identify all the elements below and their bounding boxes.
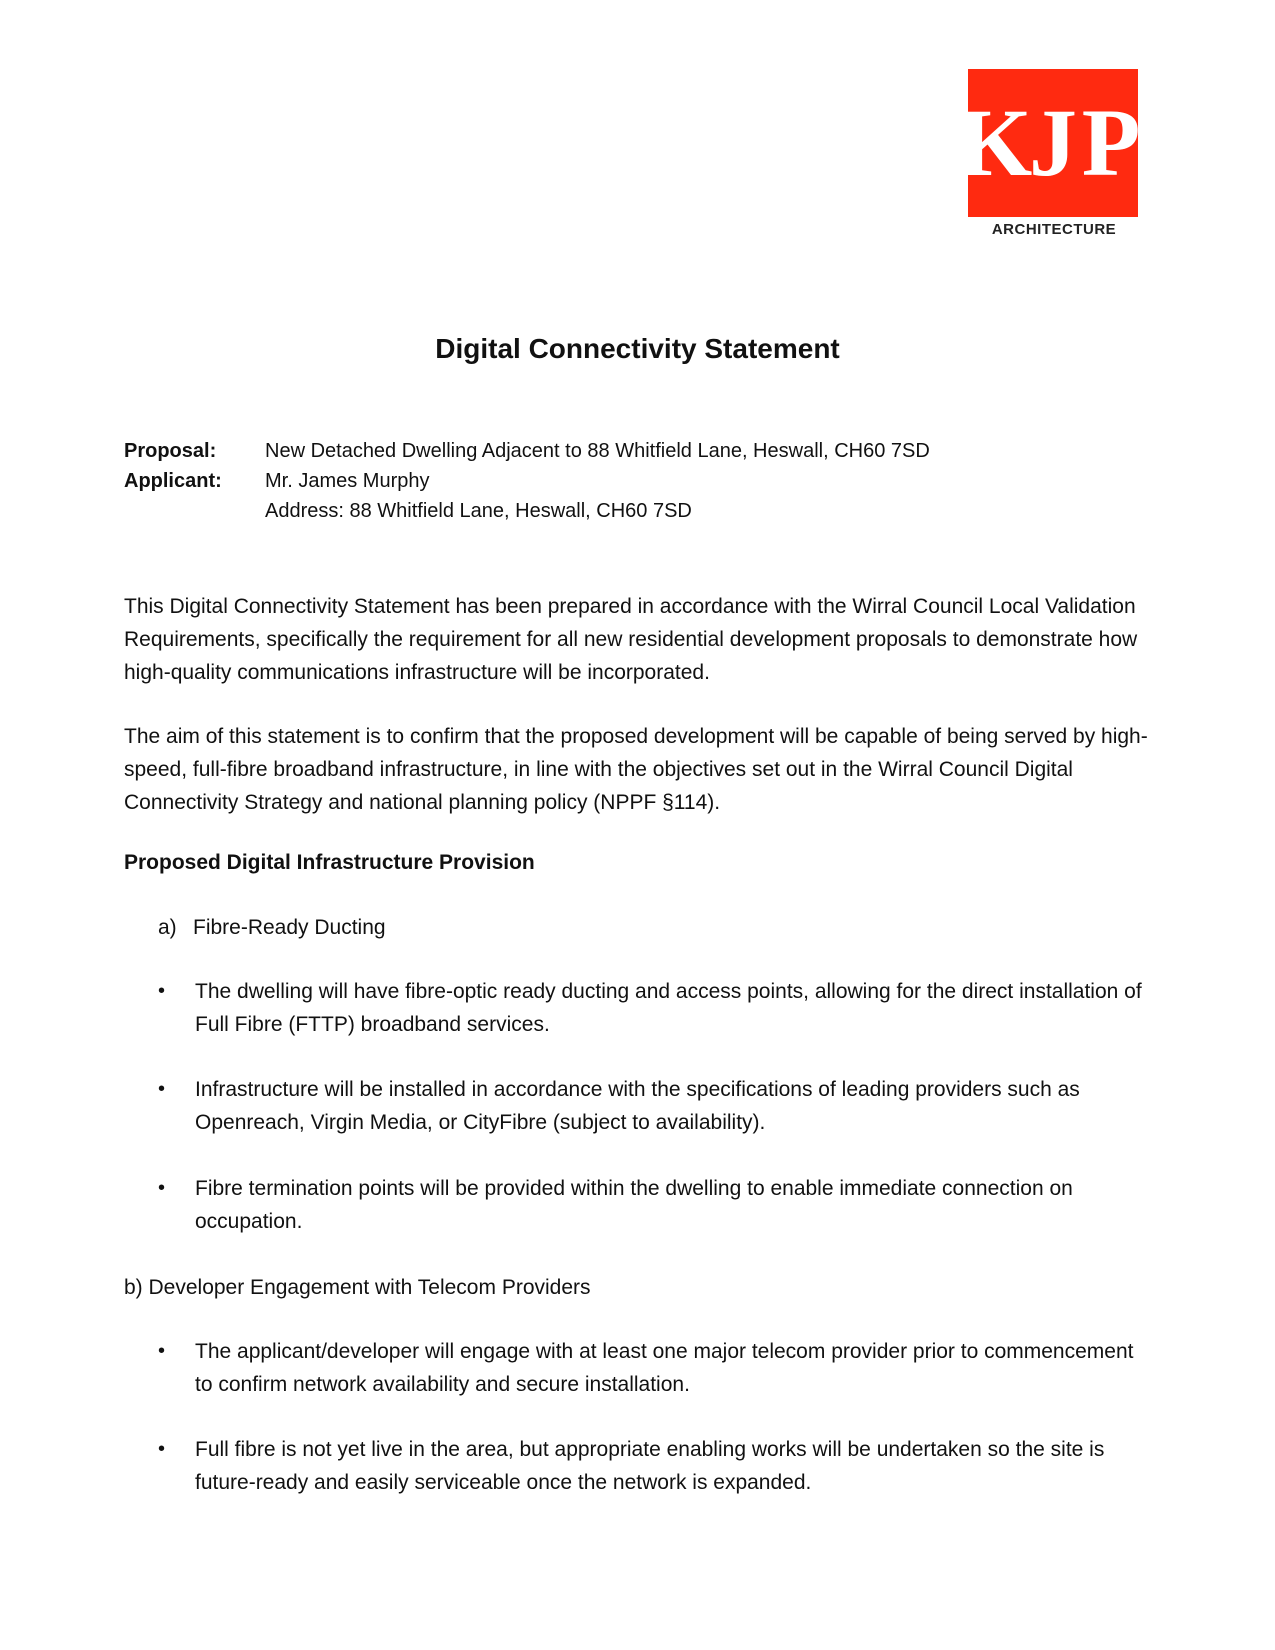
bullet-text: The applicant/developer will engage with at least one major telecom provider prior to commencement to confirm network availability and secure installation. (195, 1340, 1134, 1396)
logo-mark (957, 69, 1141, 217)
document-title: Digital Connectivity Statement (435, 333, 840, 364)
sub-a-label: Fibre-Ready Ducting (193, 916, 386, 939)
applicant-label: Applicant: (124, 470, 222, 492)
bullet-icon: • (158, 1438, 166, 1460)
logo-letter-p: P (1081, 89, 1141, 196)
aim-paragraph: The aim of this statement is to confirm that the proposed development will be capable of being served by high-speed, full-fibre broadband infrastructure, in line with the objectives set out in the Wirral Council Digital Connectivity Strategy and national planning policy (NPPF §114). (124, 725, 1148, 814)
bullet-icon: • (158, 980, 166, 1002)
logo-letter-k: K (957, 89, 1033, 196)
applicant-row (124, 466, 930, 496)
address-row (124, 496, 930, 526)
bullet-text: Infrastructure will be installed in accordance with the specifications of leading providers such as Openreach, Virgin Media, or CityFibre (subject to availability). (195, 1078, 1080, 1134)
logo-subtitle: ARCHITECTURE (991, 221, 1117, 238)
sub-a-marker: a) (158, 916, 177, 939)
bullet-text: The dwelling will have fibre-optic ready ducting and access points, allowing for the direct installation of Full Fibre (FTTP) broadband services. (195, 980, 1142, 1036)
bullet-text: Fibre termination points will be provided within the dwelling to enable immediate connection on occupation. (195, 1177, 1073, 1233)
proposal-label: Proposal: (124, 440, 217, 462)
proposal-row (124, 436, 930, 466)
address-value: Address: 88 Whitfield Lane, Heswall, CH60 7SD (265, 500, 692, 522)
list-item (158, 975, 1148, 1041)
sub-a-heading (158, 911, 386, 944)
bullet-text: Full fibre is not yet live in the area, but appropriate enabling works will be undertaken so the site is future-ready and easily serviceable once the network is expanded. (195, 1438, 1105, 1494)
proposal-details (124, 436, 930, 526)
list-item (158, 1335, 1148, 1401)
proposal-value: New Detached Dwelling Adjacent to 88 Whitfield Lane, Heswall, CH60 7SD (265, 440, 930, 462)
sub-b-heading: b) Developer Engagement with Telecom Providers (124, 1276, 591, 1299)
bullet-icon: • (158, 1340, 166, 1362)
section-heading: Proposed Digital Infrastructure Provision (124, 851, 535, 874)
logo-letter-j: J (1029, 89, 1077, 196)
list-item (158, 1073, 1148, 1139)
intro-paragraph: This Digital Connectivity Statement has been prepared in accordance with the Wirral Council Local Validation Requirements, specifically the requirement for all new residential development proposals to demonstrate how high-quality communications infrastructure will be incorporated. (124, 595, 1138, 684)
bullet-icon: • (158, 1177, 166, 1199)
applicant-value: Mr. James Murphy (265, 470, 430, 492)
list-item (158, 1433, 1148, 1499)
kjp-architecture-logo (957, 69, 1141, 238)
list-item (158, 1172, 1148, 1238)
bullet-icon: • (158, 1078, 166, 1100)
